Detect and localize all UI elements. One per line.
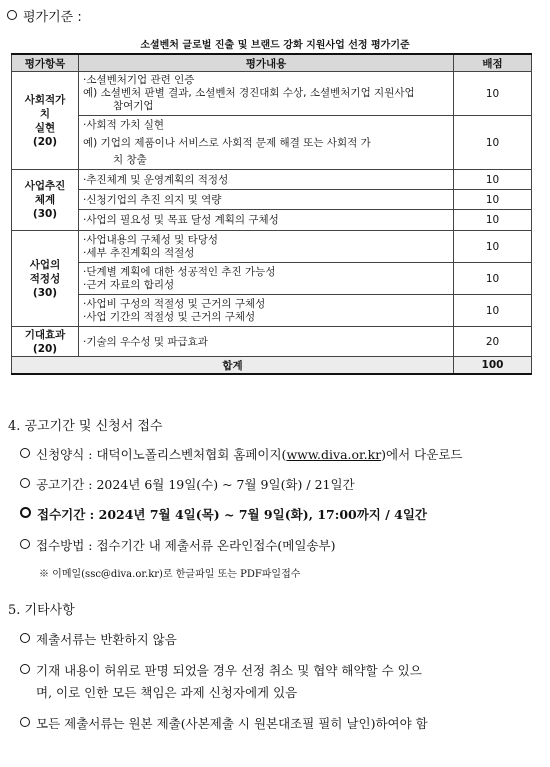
content-cell: ·사업비 구성의 적절성 및 근거의 구체성 ·사업 기간의 적절성 및 근거의 구체성	[79, 295, 454, 327]
table-row	[12, 72, 532, 116]
section4-heading: 4. 공고기간 및 신청서 접수	[8, 419, 163, 434]
score-cell: 10	[454, 170, 532, 190]
table-row	[12, 231, 532, 263]
score-cell: 10	[454, 190, 532, 210]
circle-bullet-icon	[20, 507, 31, 518]
score-cell: 10	[454, 72, 532, 116]
total-score: 100	[454, 357, 532, 375]
table-row	[12, 327, 532, 357]
score-cell: 10	[454, 263, 532, 295]
header-category: 평가항목	[12, 54, 79, 72]
content-cell: ·사회적 가치 실현 예) 기업의 제품이나 서비스로 사회적 문제 해결 또는 사회적 가 치 창출	[79, 116, 454, 170]
score-cell: 10	[454, 116, 532, 170]
table-row	[12, 170, 532, 190]
evaluation-table	[11, 53, 532, 375]
method-note: ※ 이메일(ssc@diva.or.kr)로 한글파일 또는 PDF파일접수	[39, 569, 301, 580]
circle-bullet-icon	[20, 633, 30, 643]
section5-heading: 5. 기타사항	[8, 603, 75, 618]
score-cell: 20	[454, 327, 532, 357]
receipt-period-item: 접수기간 : 2024년 7월 4일(목) ~ 7월 9일(화), 17:00까지 / 4일간	[20, 505, 427, 523]
category-feasibility: 사업의 적정성 (30)	[12, 231, 79, 327]
circle-bullet-icon	[7, 10, 17, 20]
content-cell: ·사업내용의 구체성 및 타당성 ·세부 추진계획의 적절성	[79, 231, 454, 263]
total-row	[12, 357, 532, 375]
header-content: 평가내용	[79, 54, 454, 72]
content-cell: ·추진체계 및 운영계획의 적정성	[79, 170, 454, 190]
content-cell: ·기술의 우수성 및 파급효과	[79, 327, 454, 357]
score-cell: 10	[454, 210, 532, 231]
other-item: 기재 내용이 허위로 판명 되었을 경우 선정 취소 및 협약 해약할 수 있으	[20, 661, 422, 679]
table-row	[12, 116, 532, 170]
receipt-method-item: 접수방법 : 접수기간 내 제출서류 온라인접수(메일송부)	[20, 536, 335, 554]
circle-bullet-icon	[20, 539, 30, 549]
circle-bullet-icon	[20, 478, 30, 488]
table-row	[12, 190, 532, 210]
content-cell: ·신청기업의 추진 의지 및 역량	[79, 190, 454, 210]
circle-bullet-icon	[20, 717, 30, 727]
total-label: 합계	[12, 357, 454, 375]
table-row	[12, 210, 532, 231]
criteria-heading-text: 평가기준 :	[23, 10, 82, 25]
content-cell: ·소셜벤처기업 관련 인증 예) 소셜벤처 판별 결과, 소셜벤처 경진대회 수상, 소셜벤처기업 지원사업 참여기업	[79, 72, 454, 116]
table-title: 소셜벤처 글로벌 진출 및 브랜드 강화 지원사업 선정 평가기준	[140, 40, 410, 51]
table-header-row	[12, 54, 532, 72]
other-item-continued: 며, 이로 인한 모든 책임은 과제 신청자에게 있음	[36, 685, 298, 700]
category-system: 사업추진 체계 (30)	[12, 170, 79, 231]
criteria-heading	[7, 6, 82, 25]
score-cell: 10	[454, 295, 532, 327]
other-item: 모든 제출서류는 원본 제출(사본제출 시 원본대조필 필히 날인)하여야 함	[20, 714, 428, 732]
table-row	[12, 263, 532, 295]
category-expectation: 기대효과 (20)	[12, 327, 79, 357]
form-item: 신청양식 : 대덕이노폴리스벤처협회 홈페이지(www.diva.or.kr)에서 다운로드	[20, 445, 462, 463]
content-cell: ·사업의 필요성 및 목표 달성 계획의 구체성	[79, 210, 454, 231]
circle-bullet-icon	[20, 664, 30, 674]
table-row	[12, 295, 532, 327]
content-cell: ·단계별 계획에 대한 성공적인 추진 가능성 ·근거 자료의 합리성	[79, 263, 454, 295]
other-item: 제출서류는 반환하지 않음	[20, 630, 177, 648]
homepage-link[interactable]: www.diva.or.kr	[286, 447, 382, 462]
score-cell: 10	[454, 231, 532, 263]
category-social-value: 사회적가 치 실현 (20)	[12, 72, 79, 170]
circle-bullet-icon	[20, 448, 30, 458]
notice-period-item: 공고기간 : 2024년 6월 19일(수) ~ 7월 9일(화) / 21일간	[20, 475, 355, 493]
header-score: 배점	[454, 54, 532, 72]
